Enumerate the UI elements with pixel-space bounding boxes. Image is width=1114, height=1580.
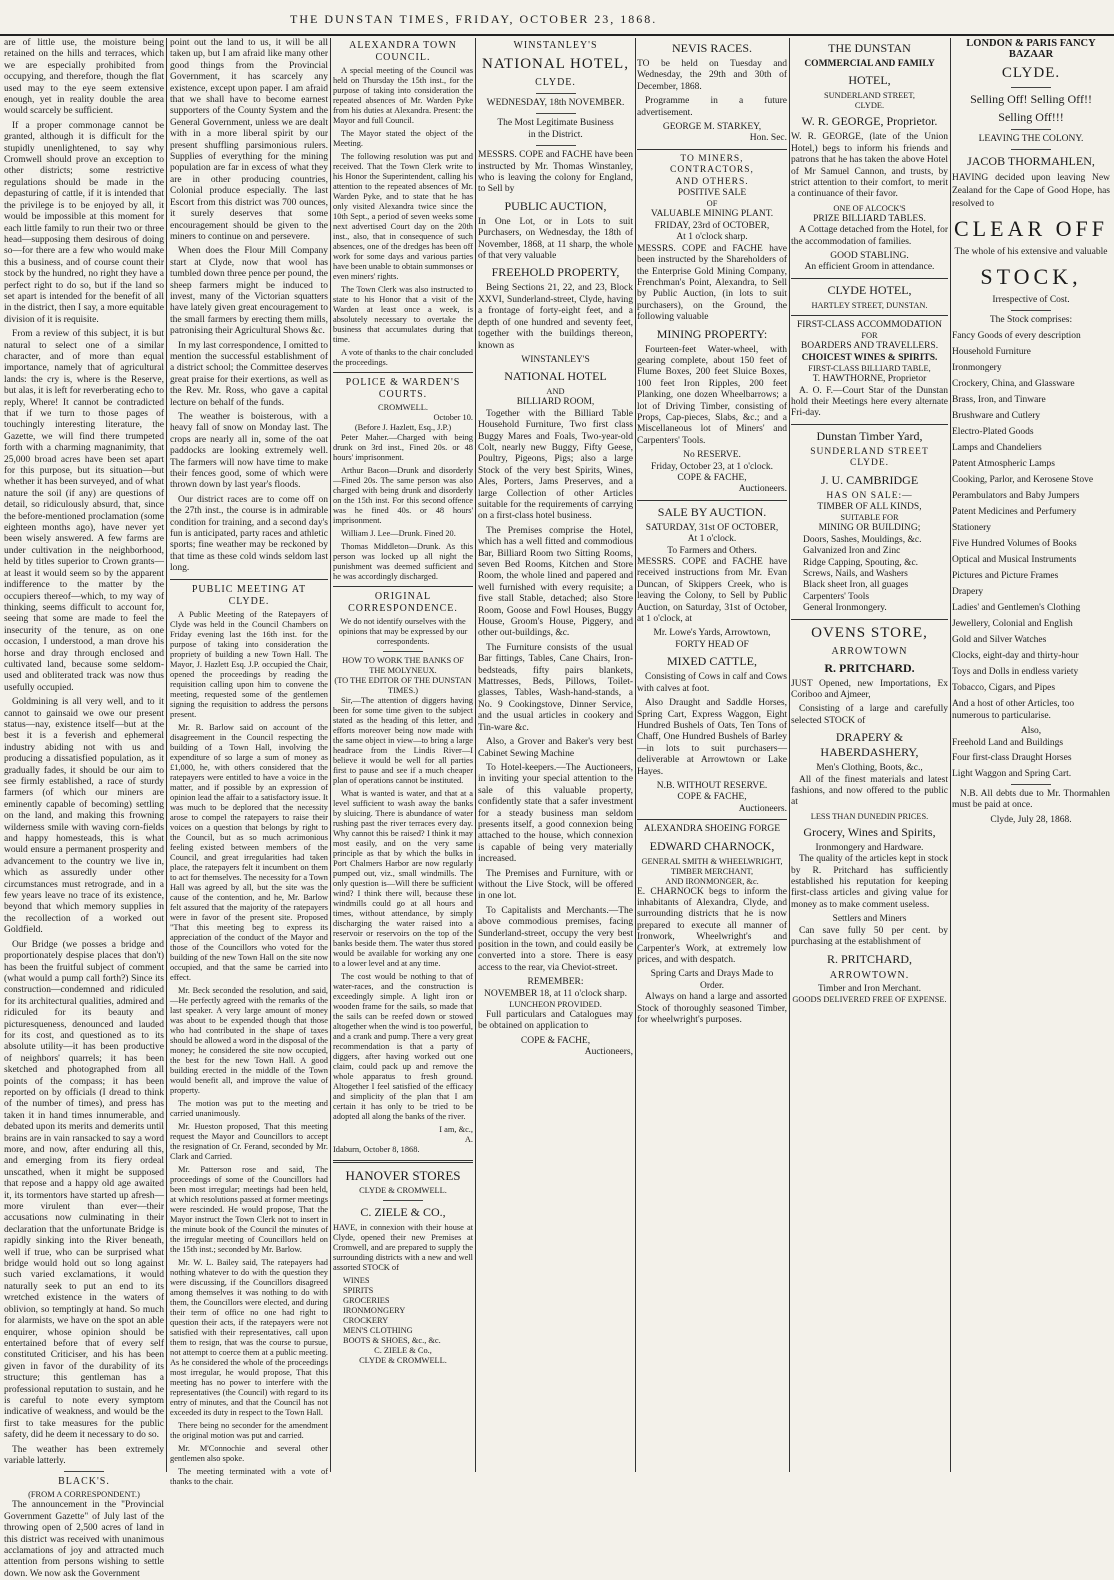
- ad-line: GENERAL SMITH & WHEELWRIGHT,: [641, 856, 783, 866]
- page-header: [0, 0, 1114, 36]
- column-3: [333, 38, 473, 1472]
- ad-line: Timber and Iron Merchant.: [817, 983, 922, 994]
- ad-line: FORTY HEAD OF: [675, 639, 749, 650]
- ad-item: SPIRITS: [343, 1286, 374, 1295]
- ad-paragraph: MESSRS. COPE and FACHE have been instructed by the Shareholders of the Enterprise Gold Mining Company, Frenchman's Point, Alexandra, to Sell by Public Auction, (in lots to suit purchasers), on the Ground, the following valuable: [637, 243, 787, 323]
- ad-title: OVENS STORE,: [811, 624, 928, 641]
- page-folio: THE DUNSTAN TIMES, FRIDAY, OCTOBER 23, 1868.: [290, 12, 658, 26]
- ad-line: Ironmongery and Hardware.: [815, 842, 924, 853]
- ad-line: PRIZE BILLIARD TABLES.: [813, 213, 926, 224]
- ad-item: Black sheet Iron, all guages: [803, 580, 909, 591]
- article-heading: POLICE & WARDEN'S COURTS.: [345, 377, 461, 400]
- ad-paragraph: To Hotel-keepers.—The Auctioneers, in inviting your special attention to the sale of this valuable property, confidently state that a safer investment for a steady business man seldom presents itself, a good connexion being attached to the house, which connexion is capable of being very materially increased.: [478, 762, 633, 865]
- article-paragraph: From a review of this subject, it is but natural to select one of a similar character, and of more than equal importance, namely that of agricultural lands: the cry is, where is the Reserve, but alas, it is left for reverberating echo to reply, Where! It cannot be contradicted that if we turn to those pages of touchingly interesting literature, the Gazette, we will find there trumpeted forth with a charming magnanimity, that 25,000 broad acres have been set apart for this purpose, but its situation—but whether it has been surveyed, and of what nature the soil (if any) are questions of detail, so ridiculously absurd, that, since the before-mentioned proclamation (some eighteen months ago), have never yet been wisely answered. A few farms are under cultivation in the neighborhood, held by titles superior to Crown grants—at least it would seem so by the apparent indifference to the matter by the occupiers thereof—which, to my way of thinking, seems difficult to account for, seeing that some are made to feel the insecurity of the tenure, as on one occasion, I understood, a man drove his horse and dray through enclosed and cultivated land, because some seldom-used and obliterated track was now thus usefully occupied.: [4, 329, 164, 693]
- ad-title: MIXED CATTLE,: [667, 654, 757, 669]
- article-heading: ALEXANDRA TOWN COUNCIL.: [349, 40, 457, 63]
- ad-title: Dunstan Timber Yard,: [816, 428, 923, 443]
- ad-title: CLYDE HOTEL,: [827, 282, 912, 297]
- ad-subheading: CLYDE & CROMWELL.: [359, 1186, 447, 1195]
- column-rule: [635, 38, 636, 1472]
- stock-item: Stationery: [952, 523, 992, 534]
- ad-line: OF: [706, 199, 718, 209]
- divider: [170, 579, 328, 580]
- ad-title: W. R. GEORGE, Proprietor.: [801, 114, 938, 129]
- ad-line: TIMBER MERCHANT,: [670, 866, 754, 876]
- editor-note: We do not identify ourselves with the opinions that may be expressed by our correspondents.: [338, 617, 468, 646]
- article-paragraph: The meeting terminated with a vote of thanks to the chair.: [170, 1466, 328, 1486]
- stock-item: Freehold Land and Buildings: [952, 737, 1064, 748]
- divider: [1011, 149, 1051, 150]
- divider: [637, 819, 787, 820]
- column-rule: [789, 38, 790, 1472]
- ad-title: R. PRITCHARD.: [824, 660, 915, 675]
- ad-paragraph: Together with the Billiard Table Household Furniture, Two first class Buggy Mares and Foals, Two-year-old Colt, nearly new Buggy, Fifty Geese, Poultry, Pigeons, Pigs; also a large Stock of the very best Spirits, Wines, Ales, Porters, Jams Preserves, and a large Collection of other Articles suitable for the requirements of carrying on a first-class hotel business.: [478, 408, 633, 522]
- letter-initial: A.: [464, 1135, 473, 1144]
- stock-item: Pictures and Picture Frames: [952, 571, 1059, 582]
- ad-line: BOARDERS AND TRAVELLERS.: [800, 341, 939, 352]
- ad-line: TIMBER OF ALL KINDS,: [817, 501, 922, 512]
- ad-line: Irrespective of Cost.: [992, 294, 1070, 305]
- ad-paragraph: Always on hand a large and assorted Stock of thoroughly seasoned Timber, for wheelwright's purposes.: [637, 992, 787, 1026]
- article-paragraph: The following resolution was put and received. That the Town Clerk write to his Honor the Superintendent, calling his attention to the repeated absences of Mr. Warden Pyke, and to state that he has only visited Alexandra twice since the 10th Sept., a period of seven weeks some next advertised Court day on the 20th inst., also, that in consequence of such absences, one of the dredges has been off work for some days and various parties have been unable to obtain summonses or even miners' rights.: [333, 152, 474, 281]
- ad-line: T. HAWTHORNE, Proprietor: [812, 374, 927, 385]
- article-paragraph: Our district races are to come off on the 27th inst., the course is in admirable condition for training, and a second day's fun is anticipated, party races and athletic sports; fine weather may be reckoned by that time as these cold winds seldom last long.: [170, 494, 329, 574]
- stock-item: Cooking, Parlor, and Kerosene Stove: [952, 475, 1094, 486]
- ad-title: Selling Off! Selling Off!!: [970, 91, 1092, 106]
- ad-title: R. PRITCHARD,: [826, 951, 912, 966]
- article-paragraph: The weather is boisterous, with a heavy fall of snow on Monday last. The crops are nearly all in, some of the oat paddocks are looking extremely well. The farmers will now have time to make their fences good, some of which were thrown down by last year's floods.: [170, 412, 328, 491]
- article-subheading: CROMWELL.: [377, 403, 428, 412]
- ad-heading: WINSTANLEY'S: [513, 40, 598, 51]
- divider: [1011, 784, 1051, 785]
- article-paragraph: In my last correspondence, I omitted to mention the successful establishment of a district school; the Committee deserves great praise for their exertions, as well as the Rev. Mr. Ross, who gave a capital lecture on behalf of the funds.: [170, 340, 328, 408]
- ad-paragraph: To Capitalists and Merchants.—The above commodious premises, facing Sunderland-street, occupy the very best position in the town, and could easily be converted into a store. There is easy access to the rear, via Cheviot-street.: [478, 905, 633, 973]
- article-paragraph: Sir,—The attention of diggers having been for some time given to the subject stated as the heading of this letter, and efforts moreover being now made with the same object in view—to bring a large headrace from the Lindis River—I believe it would be well for all parties first to pause and see if a much cheaper plan of operations cannot be instituted.: [333, 696, 473, 785]
- ad-paragraph: Fourteen-feet Water-wheel, with gearing complete, about 150 feet of Flume Boxes, 200 feet Sluice Boxes, 100 feet Iron Ripples, 200 feet Planking, one dozen Wheelbarrows; a lot of Driving Timber, consisting of Props, Cap-pieces, Slabs, &c.; and a Miscellaneous lot of Miners' and Carpenters' Tools.: [637, 344, 787, 446]
- article-paragraph: A Public Meeting of the Ratepayers of Clyde was held in the Council Chambers on Friday evening last the 16th inst. for the purpose of taking into consideration the propriety of building a new Town Hall. The Mayor, J. Hazlett Esq. J.P. occupied the Chair, opened the proceedings by reading the requisition calling upon him to convene the meeting, requested some of the gentlemen signing the requisition to address the persons present.: [170, 609, 328, 719]
- divider: [791, 619, 948, 620]
- ad-line: Auctioneers.: [738, 484, 787, 495]
- ad-line: Order.: [699, 980, 724, 991]
- ad-paragraph: TO be held on Tuesday and Wednesday, the 29th and 30th of December, 1868.: [637, 59, 787, 92]
- ad-line: FRIDAY, 23rd of OCTOBER,: [654, 220, 770, 231]
- stock-item: Ironmongery: [952, 363, 1002, 374]
- ad-paragraph: MESSRS. COPE and FACHE have been instructed by Mr. Thomas Winstanley, who is leaving the colony for England, to Sell by: [478, 150, 633, 195]
- ad-paragraph: The Premises comprise the Hotel, which has a well fitted and commodious Bar, Billiard Room two Sitting Rooms, seven Bed Rooms, Kitchen and Store Room, the whole lined and papered and well furnished with every requisite; a five stall Stable, detached; also Store Room, Goose and Fowl Houses, Buggy House, Groom's House, Piggery, and other out-buildings, &c.: [478, 525, 633, 639]
- ad-title: EDWARD CHARNOCK,: [649, 838, 775, 853]
- ad-date: WEDNESDAY, 18th NOVEMBER.: [486, 98, 625, 108]
- ad-line: Mr. Lowe's Yards, Arrowtown,: [653, 628, 771, 639]
- stock-item: Toys and Dolls in endless variety: [952, 667, 1079, 678]
- stock-item: Perambulators and Baby Jumpers: [952, 491, 1080, 502]
- ad-place: CLYDE.: [535, 77, 576, 88]
- ad-line: Spring Carts and Drays Made to: [650, 969, 774, 980]
- divider: [637, 500, 787, 501]
- ad-item: MEN'S CLOTHING: [343, 1326, 413, 1335]
- ad-line: SUITABLE FOR: [840, 513, 899, 523]
- divider: [333, 1160, 473, 1163]
- ad-paragraph: In One Lot, or in Lots to suit Purchasers, on Wednesday, the 18th of November, 1868, at 11 sharp, the whole of that very valuable: [478, 216, 633, 262]
- ad-signature: COPE & FACHE,: [677, 473, 747, 483]
- ad-paragraph: N.B. All debts due to Mr. Thormahlen must be paid at once.: [952, 789, 1110, 811]
- ad-item: WINES: [343, 1276, 370, 1285]
- divider: [791, 278, 948, 279]
- ad-line: LESS THAN DUNEDIN PRICES.: [810, 811, 929, 821]
- article-paragraph: Goldmining is all very well, and to it cannot to gainsaid we owe our present status—nay, existence itself—but at the best it is a feverish and ephemeral industry abiding not with us and producing a dissatisfied population, as it gradually fades, it should be our aim to see firmly established, a race of sturdy farmers (of which our miners are eminently capable of becoming) settling on the land, and making this frowning wilderness smile with waving corn-fields and happy homesteads, this is what would ensure a permanent prosperity and advancement to the country we live in, which as assuredly under other circumstances must retrograde, and in a few years leave no trace of its existence, beyond that which memory supplies in the recollection of a worked out Goldfield.: [4, 697, 164, 936]
- ad-paragraph: Consisting of Cows in calf and Cows with calves at foot.: [637, 672, 787, 694]
- letter-address: (TO THE EDITOR OF THE DUNSTAN TIMES.): [334, 676, 472, 695]
- ad-line: SUNDERLAND STREET,: [823, 91, 916, 101]
- article-paragraph: A vote of thanks to the chair concluded the proceedings.: [333, 348, 473, 367]
- article-paragraph: Peter Maher.—Charged with being drunk on 3rd inst., Fined 20s. or 48 hours' imprisonment.: [333, 433, 473, 462]
- ad-line: MINING OR BUILDING;: [818, 523, 921, 534]
- ad-line: Hon. Sec.: [749, 133, 787, 144]
- ad-signature: GEORGE M. STARKEY,: [662, 122, 762, 133]
- ad-item: Doors, Sashes, Mouldings, &c.: [803, 534, 922, 545]
- ad-heading: COMMERCIAL AND FAMILY: [804, 59, 935, 69]
- ad-title: FREEHOLD PROPERTY,: [491, 265, 620, 280]
- column-1: [4, 38, 164, 1579]
- column-4: [478, 38, 633, 1472]
- divider: [1011, 310, 1051, 311]
- ad-place: CLYDE & CROMWELL.: [359, 1356, 447, 1365]
- ad-line: Auctioneers.: [738, 803, 787, 814]
- article-paragraph: William J. Lee—Drunk. Fined 20.: [341, 529, 456, 538]
- ad-paragraph: All of the finest materials and latest fashions, and now offered to the public at: [791, 774, 948, 808]
- ad-title: MINING PROPERTY:: [656, 326, 768, 341]
- ad-line: WINSTANLEY'S: [521, 354, 590, 365]
- stock-item: Jewellery, Colonial and English: [952, 619, 1073, 630]
- divider: [1011, 87, 1051, 88]
- ad-line: The Most Legitimate Business: [497, 118, 614, 129]
- ad-title: JACOB THORMAHLEN,: [967, 154, 1095, 169]
- ad-line: Also,: [1020, 726, 1042, 737]
- article-paragraph: There being no seconder for the amendment the original motion was put and carried.: [170, 1420, 328, 1440]
- stock-item: Clocks, eight-day and thirty-hour: [952, 651, 1079, 662]
- article-paragraph: The Town Clerk was also instructed to state to his Honor that a visit of the Warden at least once a week, is absolutely necessary to overtake the business that accumulates during that time.: [333, 285, 473, 344]
- ad-title: J. U. CAMBRIDGE: [820, 472, 919, 487]
- letter-heading: HOW TO WORK THE BANKS OF: [342, 656, 464, 665]
- article-heading: BLACK'S.: [58, 1476, 110, 1488]
- ad-paragraph: The Premises and Furniture, with or without the Live Stock, will be offered in one lot.: [478, 868, 633, 902]
- ad-line: VALUABLE MINING PLANT.: [650, 209, 774, 220]
- column-5: [637, 38, 787, 1472]
- ad-line: N.B. WITHOUT RESERVE.: [656, 780, 768, 791]
- stock-item: And a host of other Articles, too numerous to particularise.: [952, 699, 1075, 722]
- ad-line: GOODS DELIVERED FREE OF EXPENSE.: [792, 994, 947, 1004]
- ad-paragraph: The Furniture consists of the usual Bar fittings, Tables, Cane Chairs, Iron-bedsteads, fifty pairs blankets, Mattresses, Beds, Pillows, Toilet-glasses, Tables, Wash-hand-stands, a No. 9 Cookingstove, Dinner Service, and the usual articles in cookery and Tin-ware &c.: [478, 642, 633, 733]
- ad-item: IRONMONGERY: [343, 1306, 406, 1315]
- ad-line: CLYDE.: [854, 101, 885, 111]
- ad-place: ARROWTOWN: [831, 645, 908, 657]
- ad-line: FIRST-CLASS BILLIARD TABLE,: [808, 364, 931, 374]
- article-paragraph: The cost would be nothing to that of water-races, and the construction is exceedingly simple. A light iron or wooden frame for the sails, so made that the sails can be reefed down or stowed altogether when the wind is too powerful, and a crank and pump. There a very great recommendation is that a party of diggers, after having worked out one claim, could pack up and remove the whole apparatus to fresh ground. Altogether I feel satisfied of the efficacy and simplicity of the plan that I am certain it has only to be tried to be adopted all along the banks of the river.: [333, 972, 473, 1121]
- article-paragraph: The announcement in the "Provincial Government Gazette" of July last of the throwing open of 2,500 acres of land in this district was received with unanimous acclamations of joy and attracted much attention from persons wishing to settle down. We now ask the Government: [4, 1500, 164, 1579]
- ad-line: in the District.: [528, 129, 583, 140]
- article-paragraph: When does the Flour Mill Company start at Clyde, now that wool has tumbled down three pence per pound, the sheep farmers might be induced to invest, many of the Victorian squatters have lately given great encouragement to the small farmers by erecting them mills, patronising their Agricultural Shows &c.: [170, 246, 328, 337]
- article-paragraph: A special meeting of the Council was held on Thursday the 15th inst., for the purpose of taking into consideration the repeated absences of Mr. Warden Pyke from his duties at Alexandra. Present: the Mayor and full Council.: [333, 66, 473, 125]
- article-paragraph: Our Bridge (we posses a bridge and proportionately despise places that don't) has been the fruitful subject of comment (what would a pump call forth?) Since its construction—condemned and ridiculed for its architectural qualities, admired and ridiculed for its beauty and picturesqueness, denounced and lauded for its cost, and questioned as to its absolute utility—it has been productive of neighbors' quarrels; it has been sketched and photographed from all points of the compass; it has been reported on by officials (I dread to think of the number of times), and press has taken it in hand times innumerable, and debated upon its merits and demerits until brains are in vain ransacked to say a word more, and now, after enduring all this, and emerging from its fiery ordeal unscathed, when it might be supposed that repose and a happy old age awaited it, its tormentors have started up afresh—more virulent than ever—their accusations now culminating in their declaration that the unfortunate Bridge is rapidly sinking into the River beneath, well if true, who can be surprised what bridge would hold out so long against such varied exclamations, it would naturally seek to put an end to its wretched existence in the waters of oblivion, so temptingly at hand. So much for alarmists, we have on the spot an able enquirer, whose opinion should be entertained before that of every self constituted Criticiser, and his has been given in favor of the durability of its structure; this gentleman has a professional reputation to sustain, and he is careful to note every symptom indicative of weakness, and would be the first to take measures for the public safety, did he deem it necessary to do so.: [4, 939, 164, 1441]
- ad-line: An efficient Groom in attendance.: [804, 262, 935, 273]
- ad-heading: HANOVER STORES: [345, 1168, 461, 1183]
- ad-line: FIRST-CLASS ACCOMMODATION: [796, 319, 943, 330]
- stock-item: Gold and Silver Watches: [952, 635, 1047, 646]
- ad-paragraph: HAVING decided upon leaving New Zealand for the Cape of Good Hope, has resolved to: [952, 173, 1110, 210]
- ad-line: LUNCHEON PROVIDED.: [509, 1000, 602, 1010]
- ad-line: LEAVING THE COLONY.: [978, 133, 1084, 144]
- letter-date: Idaburn, October 8, 1868.: [333, 1145, 420, 1154]
- divider: [383, 651, 423, 652]
- ad-heading: TO MINERS, CONTRACTORS,: [670, 153, 754, 176]
- column-6: [791, 38, 948, 1472]
- stock-item: Brushware and Cutlery: [952, 411, 1041, 422]
- article-paragraph: point out the land to us, it will be all taken up, but I am afraid like many other good things from the Provincial Government, it has scarcely any existence, except upon paper. I am afraid that we shall have to become earnest supporters of the County System and the General Government, unless we are dealt with in a more liberal spirit by our present shuffling parsimonious rulers. Supplies of everything for the mining population are far in excess of what they are in other producing countries, Colonial produce especially. The last Escort from this district was 700 ounces, it surely deserves that some encouragement should be given to the miners to continue on and persevere.: [170, 38, 328, 242]
- ad-title: HOTEL,: [848, 73, 891, 88]
- article-paragraph: Mr. M'Connochie and several other gentlemen also spoke.: [170, 1443, 328, 1463]
- ad-line: AND IRONMONGER, &c.: [665, 876, 759, 886]
- ad-paragraph: Also Draught and Saddle Horses, Spring Cart, Express Waggon, Eight Hundred Bushels of Oats, Ten Tons of Chaff, One Hundred Bushels of Barley—in lots to suit purchasers—deliverable at Arrowtown or Lake Hayes.: [637, 698, 787, 777]
- column-7: [952, 38, 1110, 1472]
- ad-line: GOOD STABLING.: [830, 251, 909, 262]
- stock-item: Tobacco, Cigars, and Pipes: [952, 683, 1056, 694]
- ad-title: SALE BY AUCTION.: [657, 504, 767, 519]
- ad-paragraph: Full particulars and Catalogues may be obtained on application to: [478, 1010, 633, 1032]
- article-paragraph: If a proper commonage cannot be granted, although it is difficult for the stupidly unenlightened, to say why Cromwell should prove an exception to other districts; some restrictive regulations should be made in the depasturing of cattle, if it is intended that the privilege is to be enjoyed by all, it would be impossible at this moment for each little family to run their two or three head—supposing them desirous of doing so—for there are a few who would make this a business, and of course count their stock by the hundred, no right they have a perfect right to do so, but if the land so set apart is intended for the benefit of all in the district, then I say, a more equitable division of it is requisite.: [4, 120, 164, 325]
- ad-signature: COPE & FACHE,: [520, 1035, 591, 1046]
- ad-line: At 1 o'clock.: [687, 534, 737, 545]
- article-paragraph: Mr. R. Barlow said on account of the disagreement in the Council respecting the building of a Town Hall, involving the expenditure of so large a sum of money as £1,000, he, with others considered that the ratepayers were entitled to have a voice in the matter, and if possible by an expression of opinion lead the affair to a satisfactory issue. It was much to be deplored that the necessity arose to compel the ratepayers to raise their voices on a question that belongs by right to the Council, but as so much acrimonious feeling existed between members of the Council, and great irregularities had taken place, the ratepayers felt it incumbent on them to act for themselves. The necessity for a Town Hall was agreed by all, but the site was the cause of the contention, and he, Mr. Barlow felt assured that the majority of the ratepayers were in favor of the present site. Proposed "That this meeting beg to express its appreciation of the conduct of the Mayor and those of the Councillors who voted for the building of the new Town Hall on the site now occupied, and that the same be carried into effect.: [170, 722, 328, 982]
- ad-paragraph: HAVE, in connexion with their house at Clyde, opened their new Premises at Cromwell, and are prepared to supply the surrounding districts with a new and well assorted STOCK of: [333, 1223, 473, 1272]
- stock-item: Four first-class Draught Horses: [952, 753, 1072, 764]
- article-paragraph: are of little use, the moisture being retained on the hills and terraces, which we are especially prohibited from occupying, and therefore, though the flat used may to the eye seem extensive enough, yet in reality double the area would scarcely be sufficient.: [4, 38, 164, 117]
- ad-line: To Farmers and Others.: [667, 545, 757, 556]
- divider: [333, 372, 473, 373]
- letter-heading: THE MOLYNEUX.: [369, 666, 437, 675]
- article-byline: (Before J. Hazlett, Esq., J.P.): [354, 423, 452, 432]
- ad-line: ONE OF ALCOCK'S: [833, 203, 906, 213]
- ad-line: The Stock comprises:: [989, 315, 1073, 326]
- stock-item: Fancy Goods of every description: [952, 331, 1081, 342]
- ad-heading: ALEXANDRA SHOEING FORGE: [643, 824, 781, 835]
- ad-paragraph: MESSRS. COPE and FACHE have received instructions from Mr. Evan Duncan, of Skippers Creek, who is leaving the Colony, to Sell by Public Auction, on Saturday, 31st of October, at 1 o'clock, at: [637, 557, 787, 625]
- divider: [791, 315, 948, 316]
- stock-item: Five Hundred Volumes of Books: [952, 539, 1077, 550]
- ad-paragraph: W. R. GEORGE, (late of the Union Hotel,) begs to inform his friends and patrons that he has taken the above Hotel of Mr Samuel Cannon, and trusts, by strict attention to their comfort, to merit a continuance of their favor.: [791, 132, 948, 200]
- ad-paragraph: The quality of the articles kept in stock by R. Pritchard has sufficiently established his reputation for keeping first-class articles and giving value for money as to make comment useless.: [791, 854, 948, 910]
- ad-line: Friday, October 23, at 1 o'clock.: [651, 461, 773, 472]
- divider: [333, 586, 473, 587]
- ad-line: No RESERVE.: [683, 450, 741, 461]
- divider: [536, 93, 576, 94]
- ad-paragraph: Consisting of a large and carefully selected STOCK of: [791, 704, 948, 726]
- ad-item: BOOTS & SHOES, &c., &c.: [343, 1336, 441, 1345]
- ad-paragraph: Can save fully 50 per cent. by purchasing at the establishment of: [791, 925, 948, 948]
- column-rule: [166, 38, 167, 1472]
- ad-title: STOCK,: [980, 263, 1082, 289]
- stock-item: Household Furniture: [952, 347, 1031, 358]
- article-paragraph: The motion was put to the meeting and carried unanimously.: [170, 1098, 328, 1118]
- ad-heading: LONDON & PARIS FANCY BAZAAR: [966, 38, 1096, 61]
- ad-line: HAS ON SALE:—: [826, 490, 913, 501]
- ad-paragraph: The whole of his extensive and valuable: [954, 247, 1108, 258]
- ad-date: Clyde, July 28, 1868.: [990, 814, 1072, 825]
- divider: [791, 424, 948, 425]
- article-heading: PUBLIC MEETING AT CLYDE.: [191, 583, 307, 607]
- divider: [383, 1200, 423, 1201]
- divider: [637, 149, 787, 150]
- ad-place: ARROWTOWN.: [829, 969, 910, 981]
- ad-title: DRAPERY & HABERDASHERY,: [820, 730, 919, 760]
- ad-paragraph: A Cottage detached from the Hotel, for the accommodation of families.: [791, 225, 948, 247]
- ad-paragraph: Programme in a future advertisement.: [637, 96, 787, 118]
- ad-heading: C. ZIELE & CO.,: [360, 1205, 446, 1219]
- divider: [1011, 129, 1051, 130]
- article-paragraph: The weather has been extremely variable latterly.: [4, 1444, 164, 1466]
- article-byline: (FROM A CORRESPONDENT.): [28, 1490, 140, 1500]
- ad-line: CHOICEST WINES & SPIRITS.: [801, 352, 938, 363]
- article-paragraph: Mr. Beck seconded the resolution, and said,—He perfectly agreed with the remarks of the last speaker. A very large amount of money was about to be expended though that those who had contributed in the shape of taxes should be allowed a word in the disposal of the money; he considered the site now occupied, the best for the new Town Hall. A good building erected in the middle of the Town would benefit all, and improve the value of property.: [170, 985, 328, 1095]
- ad-line: At 1 o'clock sharp.: [676, 232, 748, 243]
- ad-item: CROCKERY: [343, 1316, 389, 1325]
- ad-line: SATURDAY, 31st OF OCTOBER,: [645, 522, 779, 533]
- ad-paragraph: JUST Opened, new Importations, Ex Coriboo and Ajmeer,: [791, 678, 948, 700]
- ad-item: Ridge Capping, Spouting, &c.: [803, 557, 919, 568]
- column-rule: [475, 38, 476, 1472]
- ad-place: CLYDE.: [1001, 64, 1061, 81]
- ad-title: NATIONAL HOTEL: [504, 369, 607, 384]
- ad-title: CLEAR OFF: [954, 216, 1108, 242]
- ad-paragraph: Being Sections 21, 22, and 23, Block XXVI, Sunderland-street, Clyde, having a frontage of forty-eight feet, and a depth of one hundred and seventy feet, together with the buildings thereon, known as: [478, 283, 633, 351]
- article-paragraph: Mr. W. L. Bailey said, The ratepayers had nothing whatever to do with the question they were discussing, if the Councillors disagreed among themselves it was nothing to do with them, the Councillors were elected, and during their term of office no one had right to question their acts, if the ratepayers were not satisfied with their representatives, call upon them to resign, that was the course to pursue, not attempt to coerce them at a public meeting. As he considered the whole of the proceedings most irregular, he would propose, That this meeting has no power to interfere with the representatives (the Council) with regard to its entry of minutes, and that the Council has not exceeded its duty in respect to the Town Hall.: [170, 1257, 328, 1417]
- article-date: October 10.: [433, 413, 473, 422]
- ad-line: AND: [546, 387, 565, 397]
- ad-item: General Ironmongery.: [803, 603, 887, 614]
- divider: [64, 1471, 104, 1472]
- letter-signoff: I am, &c.,: [439, 1125, 473, 1134]
- stock-item: Crockery, China, and Glassware: [952, 379, 1075, 390]
- stock-item: Patent Medicines and Perfumery: [952, 507, 1077, 518]
- stock-item: Light Waggon and Spring Cart.: [952, 768, 1072, 779]
- ad-title: NEVIS RACES.: [671, 41, 752, 55]
- ad-item: GROCERIES: [343, 1296, 390, 1305]
- article-paragraph: Thomas Middleton—Drunk. As this person was locked up all night the punishment was deemed sufficient and he was accordingly discharged.: [333, 542, 473, 581]
- ad-item: Carpenters' Tools: [803, 591, 870, 602]
- article-heading: ORIGINAL CORRESPONDENCE.: [348, 591, 458, 614]
- column-rule: [330, 38, 331, 1472]
- ad-line: HARTLEY STREET, DUNSTAN.: [811, 300, 928, 310]
- divider: [536, 113, 576, 114]
- ad-signature: COPE & FACHE,: [677, 792, 747, 803]
- ad-heading: AND OTHERS.: [675, 176, 749, 187]
- ad-line: Settlers and Miners: [832, 914, 907, 925]
- ad-title: PUBLIC AUCTION,: [504, 198, 607, 213]
- stock-item: Lamps and Chandeliers: [952, 443, 1042, 454]
- article-paragraph: What is wanted is water, and that at a level sufficient to wash away the banks by sluicing. There is abundance of water rushing past the river terraces every day. Why cannot this be raised? I think it may most easily, and on the very same principle as that by which the bulks in Port Chalmers Harbor are now regularly pumped out, viz., small windmills. The only question is—Will there be sufficient wind? I think there will, because these windmills could go at all hours and times, without attendance, by simply discharging the water raised into a reservoir or reservoirs on the top of the banks beside them. The water thus stored would be available for working any one to a lower level and at any time.: [333, 789, 473, 968]
- ad-line: SUNDERLAND STREET: [810, 446, 929, 457]
- ad-line: REMEMBER:: [527, 977, 584, 988]
- ad-title: NATIONAL HOTEL,: [482, 56, 629, 72]
- ad-paragraph: Also, a Grover and Baker's very best Cabinet Sewing Machine: [478, 737, 633, 759]
- article-paragraph: Mr. Patterson rose and said, The proceedings of some of the Councillors had been most irregular; meetings had been held, at which resolutions passed at former meetings were rescinded. He would propose, That the Mayor instruct the Town Clerk not to insert in the minute book of the Council the minutes of the irregular meeting of Councillors held on the 15th inst.; seconded by Mr. Barlow.: [170, 1164, 328, 1254]
- ad-item: Screws, Nails, and Washers: [803, 568, 908, 579]
- ad-signature: C. ZIELE & Co.,: [374, 1346, 432, 1355]
- article-paragraph: The Mayor stated the object of the Meeting.: [333, 129, 473, 148]
- ad-line: BILLIARD ROOM,: [516, 397, 595, 408]
- ad-paragraph: E. CHARNOCK begs to inform the inhabitants of Alexandra, Clyde, and surrounding districts that he is now prepared to execute all manner of Ironwork, Wheelwright's and Carpenter's Work, at extremely low prices, and with despatch.: [637, 886, 787, 965]
- ad-item: Galvanized Iron and Zinc: [803, 546, 901, 557]
- column-2: [170, 38, 329, 1486]
- ad-heading: THE DUNSTAN: [828, 41, 911, 55]
- ad-line: FOR: [861, 331, 878, 341]
- stock-item: Drapery: [952, 587, 984, 598]
- ad-line: Auctioneers,: [584, 1047, 633, 1058]
- stock-item: Ladies' and Gentlemen's Clothing: [952, 603, 1081, 614]
- ad-line: NOVEMBER 18, at 11 o'clock sharp.: [483, 988, 628, 999]
- ad-line: POSITIVE SALE: [677, 188, 747, 199]
- stock-item: Optical and Musical Instruments: [952, 555, 1077, 566]
- article-paragraph: Arthur Bacon—Drunk and disorderly—Fined 20s. The same person was also charged with being drunk and disorderly on the 15th inst. For this second offence was he fined 40s. or 48 hours' imprisonment.: [333, 466, 473, 525]
- stock-item: Patent Atmospheric Lamps: [952, 459, 1055, 470]
- ad-title: Selling Off!!!: [998, 109, 1064, 124]
- divider: [536, 145, 576, 146]
- ad-line: Men's Clothing, Boots, &c.,: [816, 763, 923, 774]
- stock-item: Brass, Iron, and Tinware: [952, 395, 1046, 406]
- stock-item: Electro-Plated Goods: [952, 427, 1034, 438]
- ad-title: Grocery, Wines and Spirits,: [803, 824, 936, 839]
- ad-line: CLYDE.: [849, 458, 890, 469]
- ad-paragraph: A. O. F.—Court Star of the Dunstan hold their Meetings here every alternate Fri-day.: [791, 385, 948, 419]
- article-paragraph: Mr. Hueston proposed, That this meeting request the Mayor and Councillors to accept the resignation of Cr. Ferand, seconded by Mr. Clark and Carried.: [170, 1121, 328, 1161]
- column-rule: [950, 38, 951, 1472]
